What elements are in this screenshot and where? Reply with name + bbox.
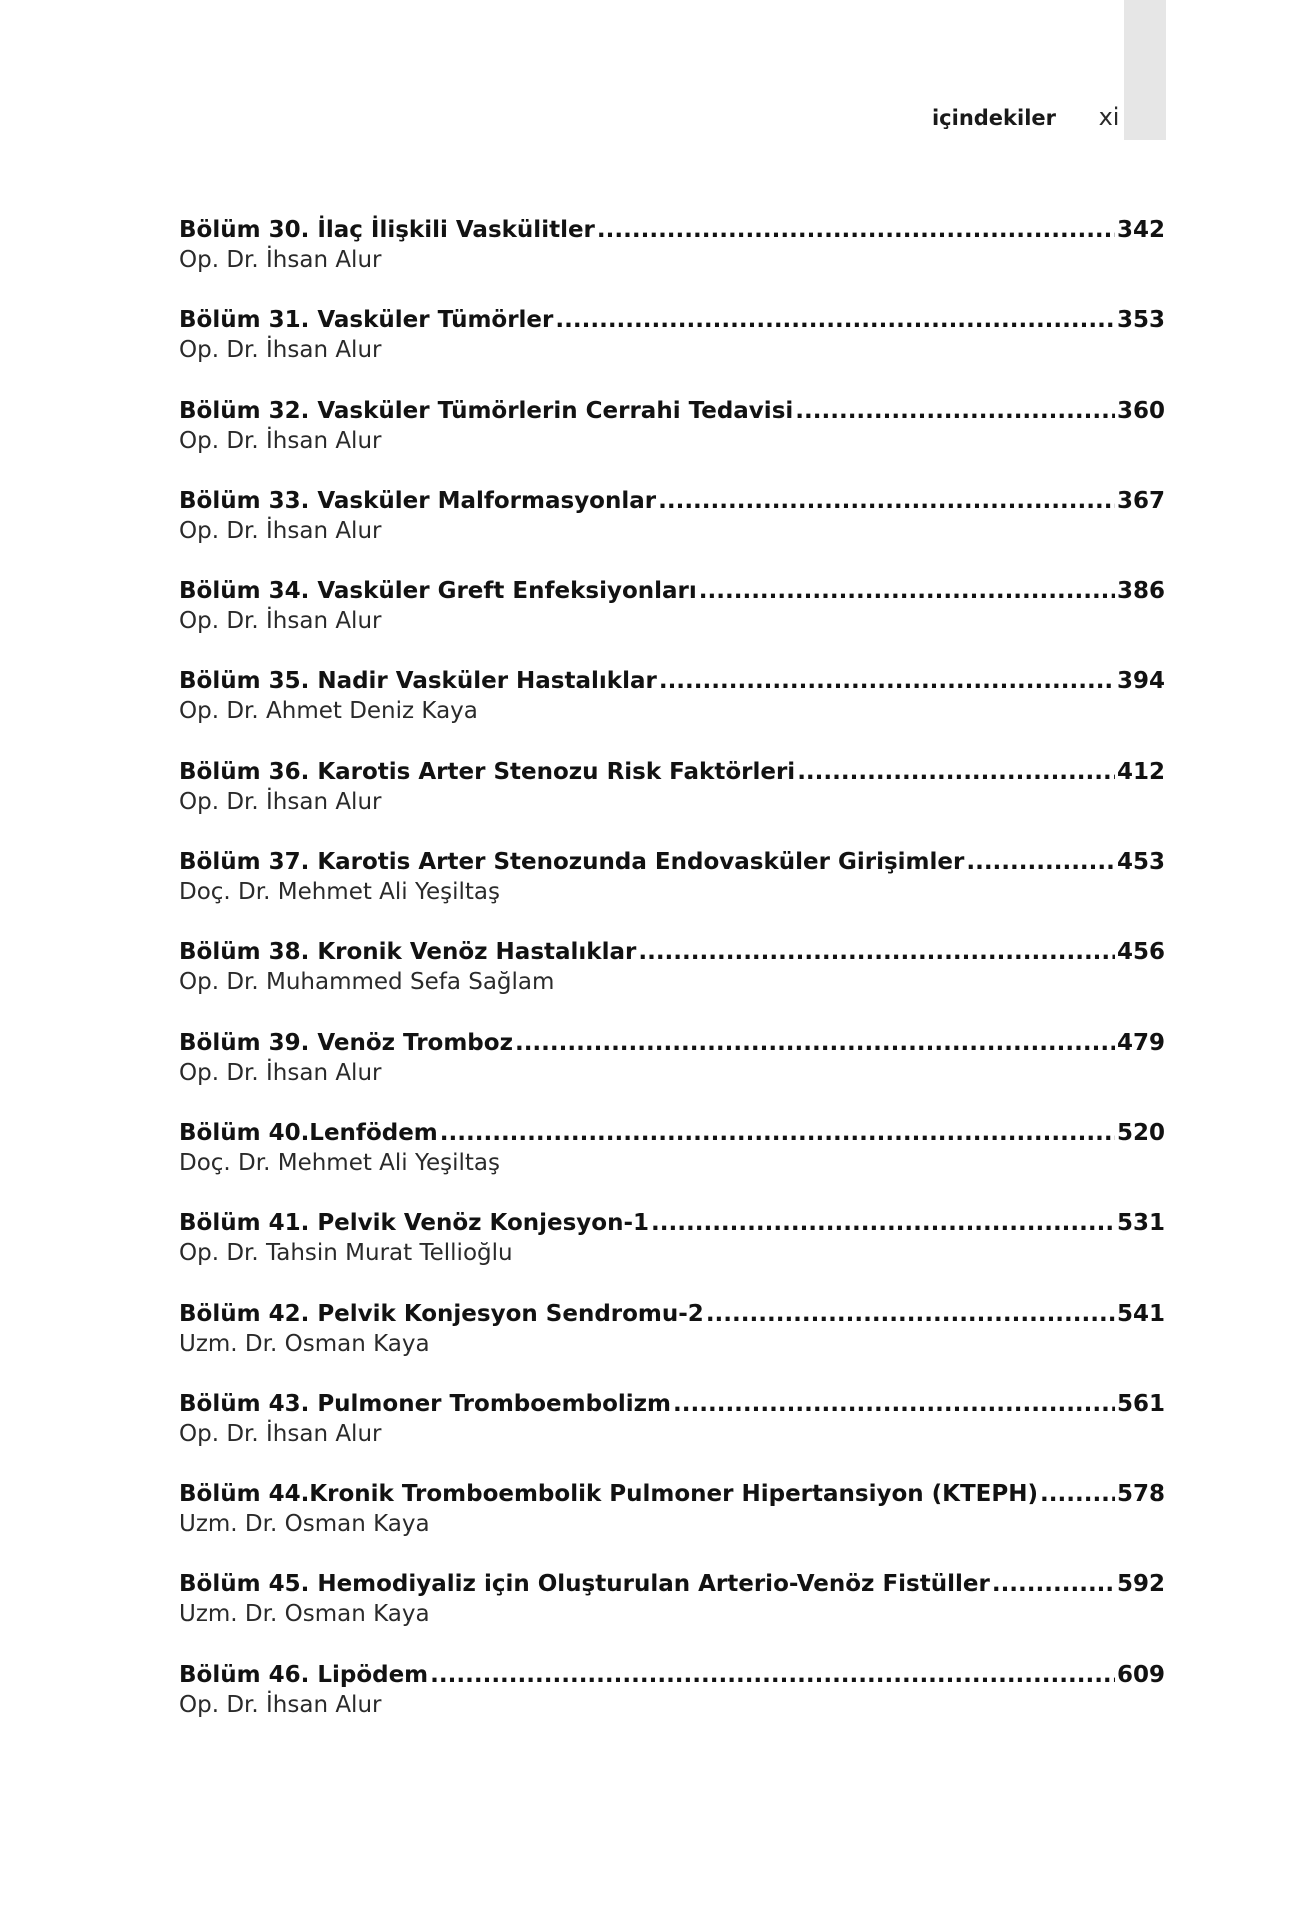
- dot-leader: [1040, 1479, 1115, 1509]
- toc-entry[interactable]: [179, 1389, 1165, 1479]
- chapter-title: Bölüm 34. Vasküler Greft Enfeksiyonları: [179, 578, 697, 605]
- chapter-page-number: 386: [1116, 578, 1165, 605]
- page-edge-tab: [1124, 0, 1166, 140]
- toc-entry[interactable]: [179, 396, 1165, 486]
- dot-leader: [795, 396, 1115, 426]
- header-title: içindekiler: [931, 106, 1056, 130]
- dot-leader: [797, 757, 1115, 787]
- chapter-page-number: 479: [1116, 1029, 1165, 1056]
- chapter-page-number: 541: [1116, 1300, 1165, 1327]
- toc-entry[interactable]: [179, 1118, 1165, 1208]
- chapter-author: Uzm. Dr. Osman Kaya: [179, 1601, 430, 1628]
- toc-entry-title-line: [179, 1118, 1165, 1148]
- chapter-author: Op. Dr. İhsan Alur: [179, 247, 382, 273]
- toc-entry-title-line: [179, 215, 1165, 245]
- toc-entry[interactable]: [179, 1299, 1165, 1389]
- dot-leader: [699, 576, 1115, 606]
- chapter-author: Op. Dr. İhsan Alur: [179, 1691, 382, 1718]
- toc-entry[interactable]: [179, 305, 1165, 395]
- table-of-contents: [179, 215, 1165, 1750]
- toc-entry-title-line: [179, 486, 1165, 516]
- toc-entry-title-line: [179, 1479, 1165, 1509]
- toc-entry-title-line: [179, 576, 1165, 606]
- toc-entry-title-line: [179, 1660, 1165, 1690]
- running-header: [932, 103, 1124, 131]
- dot-leader: [658, 486, 1115, 516]
- toc-entry-title-line: [179, 757, 1165, 787]
- toc-entry-title-line: [179, 1569, 1165, 1599]
- chapter-title: Bölüm 45. Hemodiyaliz için Oluşturulan Arterio-Venöz Fistüller: [179, 1571, 990, 1598]
- chapter-author: Op. Dr. İhsan Alur: [179, 517, 382, 544]
- chapter-title: Bölüm 30. İlaç İlişkili Vaskülitler: [179, 217, 595, 243]
- chapter-title: Bölüm 32. Vasküler Tümörlerin Cerrahi Tedavisi: [179, 397, 794, 424]
- chapter-author: Op. Dr. Ahmet Deniz Kaya: [179, 698, 478, 725]
- chapter-title: Bölüm 39. Venöz Tromboz: [179, 1029, 513, 1056]
- toc-entry-title-line: [179, 396, 1165, 426]
- chapter-author: Op. Dr. Tahsin Murat Tellioğlu: [179, 1240, 513, 1267]
- chapter-author: Uzm. Dr. Osman Kaya: [179, 1511, 430, 1538]
- chapter-title: Bölüm 41. Pelvik Venöz Konjesyon-1: [179, 1210, 650, 1237]
- toc-entry[interactable]: [179, 847, 1165, 937]
- chapter-title: Bölüm 33. Vasküler Malformasyonlar: [179, 487, 657, 514]
- chapter-title: Bölüm 36. Karotis Arter Stenozu Risk Faktörleri: [179, 758, 796, 785]
- chapter-page-number: 578: [1116, 1481, 1165, 1508]
- chapter-page-number: 456: [1116, 939, 1165, 966]
- chapter-page-number: 412: [1116, 758, 1165, 785]
- dot-leader: [966, 847, 1115, 877]
- dot-leader: [430, 1660, 1115, 1690]
- chapter-author: Op. Dr. İhsan Alur: [179, 608, 382, 635]
- chapter-author: Doç. Dr. Mehmet Ali Yeşiltaş: [179, 1149, 501, 1176]
- chapter-author: Op. Dr. İhsan Alur: [179, 427, 382, 454]
- chapter-author: Doç. Dr. Mehmet Ali Yeşiltaş: [179, 879, 501, 906]
- toc-entry[interactable]: [179, 1208, 1165, 1298]
- toc-entry-title-line: [179, 937, 1165, 967]
- chapter-page-number: 360: [1116, 397, 1165, 424]
- chapter-page-number: 342: [1116, 217, 1165, 243]
- toc-entry[interactable]: [179, 215, 1165, 305]
- chapter-author: Op. Dr. İhsan Alur: [179, 1059, 382, 1086]
- toc-entry[interactable]: [179, 1569, 1165, 1659]
- chapter-page-number: 520: [1116, 1119, 1165, 1146]
- dot-leader: [659, 666, 1115, 696]
- dot-leader: [638, 937, 1115, 967]
- chapter-title: Bölüm 38. Kronik Venöz Hastalıklar: [179, 939, 637, 966]
- toc-entry[interactable]: [179, 666, 1165, 756]
- dot-leader: [706, 1299, 1115, 1329]
- chapter-title: Bölüm 35. Nadir Vasküler Hastalıklar: [179, 668, 657, 695]
- header-page-number: xi: [1098, 103, 1120, 131]
- chapter-author: Uzm. Dr. Osman Kaya: [179, 1330, 430, 1357]
- toc-entry-title-line: [179, 666, 1165, 696]
- chapter-author: Op. Dr. İhsan Alur: [179, 1420, 382, 1447]
- toc-entry[interactable]: [179, 1660, 1165, 1750]
- toc-entry[interactable]: [179, 486, 1165, 576]
- toc-entry-title-line: [179, 1389, 1165, 1419]
- chapter-title: Bölüm 43. Pulmoner Tromboembolizm: [179, 1390, 672, 1417]
- chapter-title: Bölüm 31. Vasküler Tümörler: [179, 307, 554, 334]
- dot-leader: [651, 1208, 1115, 1238]
- chapter-page-number: 367: [1116, 487, 1165, 514]
- chapter-title: Bölüm 44.Kronik Tromboembolik Pulmoner Hipertansiyon (KTEPH): [179, 1481, 1039, 1508]
- toc-entry-title-line: [179, 1208, 1165, 1238]
- chapter-page-number: 561: [1116, 1390, 1165, 1417]
- dot-leader: [673, 1389, 1115, 1419]
- chapter-page-number: 394: [1116, 668, 1165, 695]
- chapter-title: Bölüm 40.Lenfödem: [179, 1119, 438, 1146]
- chapter-page-number: 531: [1116, 1210, 1165, 1237]
- toc-entry-title-line: [179, 1299, 1165, 1329]
- chapter-author: Op. Dr. İhsan Alur: [179, 788, 382, 815]
- dot-leader: [992, 1569, 1115, 1599]
- toc-entry[interactable]: [179, 1479, 1165, 1569]
- dot-leader: [597, 215, 1115, 245]
- chapter-page-number: 592: [1116, 1571, 1165, 1598]
- chapter-author: Op. Dr. İhsan Alur: [179, 337, 382, 364]
- chapter-author: Op. Dr. Muhammed Sefa Sağlam: [179, 969, 555, 996]
- chapter-title: Bölüm 42. Pelvik Konjesyon Sendromu-2: [179, 1300, 704, 1327]
- dot-leader: [555, 305, 1115, 335]
- chapter-title: Bölüm 37. Karotis Arter Stenozunda Endovasküler Girişimler: [179, 849, 965, 876]
- toc-entry-title-line: [179, 1028, 1165, 1058]
- toc-entry[interactable]: [179, 576, 1165, 666]
- toc-entry-title-line: [179, 847, 1165, 877]
- chapter-page-number: 453: [1116, 849, 1165, 876]
- dot-leader: [440, 1118, 1115, 1148]
- chapter-page-number: 353: [1116, 307, 1165, 334]
- toc-entry-title-line: [179, 305, 1165, 335]
- chapter-title: Bölüm 46. Lipödem: [179, 1661, 429, 1688]
- toc-entry[interactable]: [179, 937, 1165, 1027]
- toc-entry[interactable]: [179, 1028, 1165, 1118]
- toc-entry[interactable]: [179, 757, 1165, 847]
- chapter-page-number: 609: [1116, 1661, 1165, 1688]
- dot-leader: [515, 1028, 1115, 1058]
